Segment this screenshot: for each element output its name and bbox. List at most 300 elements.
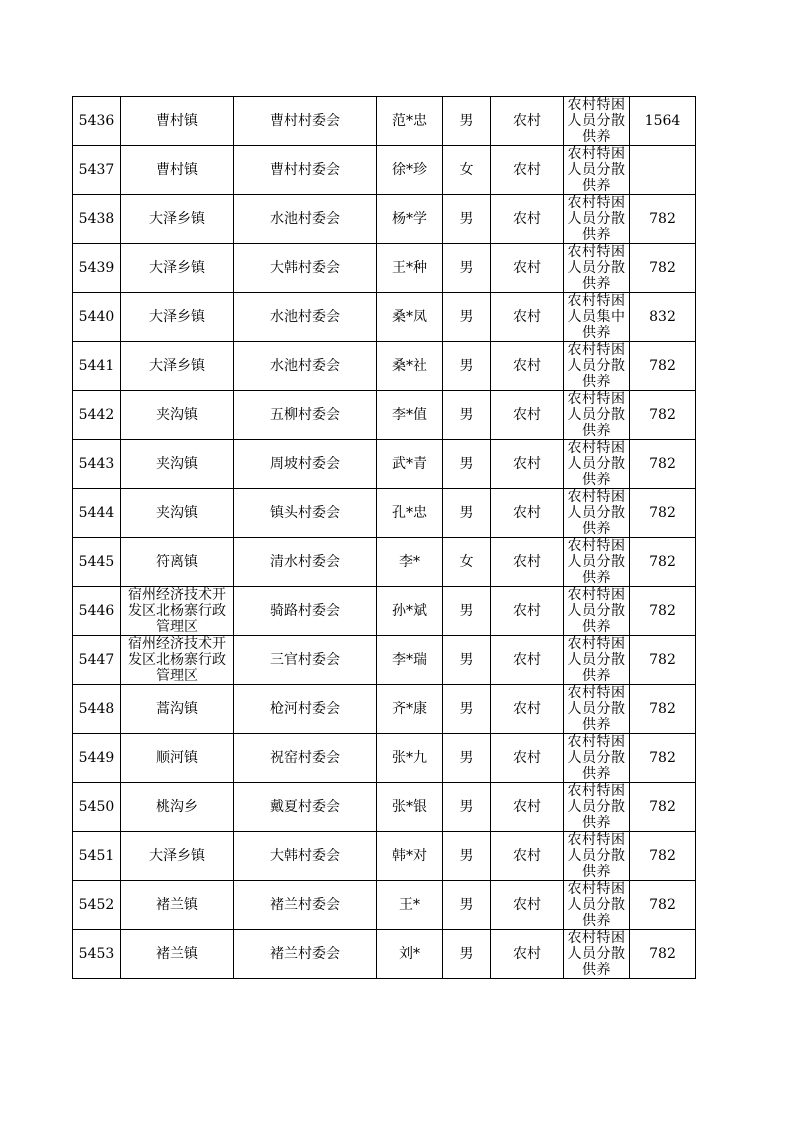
cell-gender [443,342,491,391]
cell-id [73,244,121,293]
cell-village-text: 枪河村委会 [270,701,340,717]
cell-id [73,293,121,342]
cell-id [73,832,121,881]
cell-amount [630,391,696,440]
cell-gender-text: 男 [459,113,474,129]
cell-town-text: 褚兰镇 [156,946,198,962]
cell-id-text: 5439 [78,260,115,276]
cell-town [121,342,234,391]
cell-gender [443,195,491,244]
cell-town [121,195,234,244]
cell-name-text: 刘* [399,946,420,962]
cell-area-text: 农村 [513,211,541,227]
cell-gender-text: 男 [459,897,474,913]
cell-name-text: 徐*珍 [392,162,427,178]
cell-type [564,881,630,930]
cell-name [377,587,443,636]
cell-type [564,587,630,636]
cell-id [73,342,121,391]
cell-village-text: 周坡村委会 [270,456,340,472]
cell-amount-text: 782 [649,407,676,423]
cell-name-text: 王* [399,897,420,913]
cell-id [73,685,121,734]
cell-area [491,636,564,685]
cell-name [377,685,443,734]
cell-amount [630,783,696,832]
cell-village-text: 曹村村委会 [270,162,340,178]
cell-village-text: 骑路村委会 [270,603,340,619]
cell-village-text: 祝窑村委会 [270,750,340,766]
table-row [73,195,696,244]
cell-amount-text: 782 [649,946,676,962]
cell-area-text: 农村 [513,848,541,864]
cell-name [377,881,443,930]
cell-gender [443,636,491,685]
cell-name-text: 张*九 [392,750,427,766]
cell-area-text: 农村 [513,652,541,668]
cell-id-text: 5452 [78,897,115,913]
cell-gender [443,293,491,342]
cell-village-text: 五柳村委会 [270,407,340,423]
cell-town [121,685,234,734]
cell-amount [630,244,696,293]
cell-town [121,783,234,832]
cell-amount-text: 782 [649,358,676,374]
cell-area-text: 农村 [513,456,541,472]
cell-town [121,391,234,440]
cell-amount-text [630,146,695,194]
cell-area [491,489,564,538]
cell-area-text: 农村 [513,750,541,766]
cell-amount-text: 782 [649,260,676,276]
cell-gender [443,930,491,979]
cell-gender-text: 男 [459,652,474,668]
cell-name-text: 齐*康 [392,701,427,717]
cell-village-text: 水池村委会 [270,211,340,227]
cell-area-text: 农村 [513,113,541,129]
cell-town-text: 曹村镇 [156,113,198,129]
cell-type-text: 农村特困人员分散供养 [567,881,626,929]
cell-area [491,195,564,244]
cell-id-text: 5437 [78,162,115,178]
cell-village [234,342,377,391]
cell-name-text: 桑*社 [392,358,427,374]
cell-amount [630,293,696,342]
cell-type-text: 农村特困人员分散供养 [567,783,626,831]
cell-type [564,930,630,979]
cell-gender [443,685,491,734]
cell-gender-text: 男 [459,750,474,766]
cell-town-text: 曹村镇 [156,162,198,178]
cell-area [491,146,564,195]
cell-type [564,783,630,832]
cell-amount-text: 782 [649,652,676,668]
cell-town-text: 夹沟镇 [156,407,198,423]
cell-type [564,636,630,685]
cell-gender [443,489,491,538]
cell-amount [630,881,696,930]
cell-area-text: 农村 [513,799,541,815]
cell-gender [443,97,491,146]
cell-type-text: 农村特困人员分散供养 [567,244,626,292]
cell-gender [443,440,491,489]
cell-town-text: 大泽乡镇 [149,309,205,325]
cell-type-text: 农村特困人员分散供养 [567,195,626,243]
cell-type-text: 农村特困人员分散供养 [567,636,626,684]
cell-amount [630,832,696,881]
table-row [73,391,696,440]
cell-town [121,587,234,636]
cell-area [491,440,564,489]
table-row [73,832,696,881]
cell-name-text: 张*银 [392,799,427,815]
cell-town-text: 顺河镇 [156,750,198,766]
cell-town-text: 宿州经济技术开发区北杨寨行政管理区 [128,587,226,635]
cell-village [234,636,377,685]
cell-id-text: 5440 [78,309,115,325]
cell-id-text: 5451 [78,848,115,864]
cell-type [564,832,630,881]
cell-type [564,244,630,293]
table-row [73,881,696,930]
cell-gender [443,391,491,440]
cell-town-text: 夹沟镇 [156,505,198,521]
cell-area [491,881,564,930]
table-row [73,244,696,293]
cell-name [377,930,443,979]
cell-village [234,930,377,979]
cell-amount [630,195,696,244]
cell-town [121,538,234,587]
cell-town [121,293,234,342]
table-row [73,293,696,342]
cell-area [491,783,564,832]
table-row [73,783,696,832]
cell-name [377,538,443,587]
cell-gender [443,881,491,930]
cell-village [234,146,377,195]
table-row [73,636,696,685]
cell-gender [443,832,491,881]
cell-area [491,930,564,979]
cell-gender-text: 男 [459,211,474,227]
cell-id [73,636,121,685]
cell-village [234,685,377,734]
cell-town [121,832,234,881]
cell-type [564,391,630,440]
cell-id-text: 5450 [78,799,115,815]
cell-village-text: 大韩村委会 [270,848,340,864]
cell-name [377,342,443,391]
table-row [73,97,696,146]
cell-area [491,734,564,783]
cell-amount-text: 832 [649,309,676,325]
cell-amount [630,489,696,538]
cell-id [73,97,121,146]
cell-area-text: 农村 [513,309,541,325]
cell-id-text: 5444 [78,505,115,521]
cell-amount [630,342,696,391]
cell-type-text: 农村特困人员分散供养 [567,146,626,194]
cell-amount-text: 782 [649,897,676,913]
cell-type [564,489,630,538]
cell-gender [443,734,491,783]
cell-village [234,587,377,636]
cell-id-text: 5442 [78,407,115,423]
table-row [73,930,696,979]
cell-area [491,685,564,734]
cell-village [234,832,377,881]
table-row [73,538,696,587]
cell-area [491,538,564,587]
cell-type [564,195,630,244]
cell-amount-text: 782 [649,211,676,227]
cell-name-text: 李* [399,554,420,570]
cell-area [491,587,564,636]
cell-village [234,293,377,342]
cell-area-text: 农村 [513,554,541,570]
cell-amount [630,734,696,783]
cell-name-text: 孙*斌 [392,603,427,619]
cell-id [73,783,121,832]
cell-amount-text: 782 [649,701,676,717]
cell-area [491,244,564,293]
cell-type [564,538,630,587]
cell-town-text: 大泽乡镇 [149,358,205,374]
cell-name [377,636,443,685]
cell-id [73,489,121,538]
cell-town [121,440,234,489]
cell-area-text: 农村 [513,505,541,521]
cell-type-text: 农村特困人员分散供养 [567,538,626,586]
table-row [73,342,696,391]
cell-type [564,440,630,489]
cell-id [73,195,121,244]
cell-type [564,97,630,146]
cell-id-text: 5447 [78,652,115,668]
table-row [73,587,696,636]
cell-amount-text: 782 [649,603,676,619]
cell-id-text: 5446 [78,603,115,619]
cell-gender-text: 男 [459,309,474,325]
cell-type-text: 农村特困人员分散供养 [567,440,626,488]
cell-village-text: 曹村村委会 [270,113,340,129]
cell-gender-text: 男 [459,946,474,962]
cell-village-text: 戴夏村委会 [270,799,340,815]
cell-id-text: 5441 [78,358,115,374]
cell-type-text: 农村特困人员分散供养 [567,930,626,978]
cell-id-text: 5438 [78,211,115,227]
cell-town [121,930,234,979]
cell-town-text: 宿州经济技术开发区北杨寨行政管理区 [128,636,226,684]
cell-area-text: 农村 [513,162,541,178]
cell-amount [630,636,696,685]
cell-gender [443,538,491,587]
cell-area-text: 农村 [513,358,541,374]
cell-type [564,342,630,391]
cell-name-text: 孔*忠 [392,505,427,521]
cell-amount-text: 782 [649,799,676,815]
cell-village [234,734,377,783]
cell-amount [630,685,696,734]
cell-type [564,146,630,195]
cell-village [234,391,377,440]
cell-type-text: 农村特困人员分散供养 [567,391,626,439]
cell-gender-text: 男 [459,505,474,521]
cell-town-text: 符离镇 [156,554,198,570]
cell-gender [443,783,491,832]
cell-area-text: 农村 [513,260,541,276]
cell-area-text: 农村 [513,701,541,717]
cell-amount [630,97,696,146]
cell-name [377,489,443,538]
cell-gender-text: 女 [459,162,474,178]
relief-roster-table [72,96,696,979]
cell-town [121,244,234,293]
cell-gender-text: 男 [459,456,474,472]
cell-town-text: 大泽乡镇 [149,848,205,864]
cell-id-text: 5449 [78,750,115,766]
cell-name [377,97,443,146]
cell-area-text: 农村 [513,407,541,423]
cell-gender [443,146,491,195]
cell-id-text: 5445 [78,554,115,570]
cell-gender [443,587,491,636]
cell-amount [630,146,696,195]
table-body [73,97,696,979]
cell-village [234,783,377,832]
cell-type-text: 农村特困人员分散供养 [567,734,626,782]
cell-gender-text: 男 [459,603,474,619]
table-row [73,685,696,734]
cell-type-text: 农村特困人员分散供养 [567,97,626,145]
cell-town [121,97,234,146]
cell-amount-text: 782 [649,505,676,521]
table-row [73,146,696,195]
cell-gender-text: 男 [459,260,474,276]
cell-village-text: 镇头村委会 [270,505,340,521]
cell-town [121,489,234,538]
cell-gender-text: 男 [459,358,474,374]
cell-gender-text: 男 [459,799,474,815]
cell-type [564,734,630,783]
cell-name [377,832,443,881]
cell-id [73,146,121,195]
cell-village-text: 水池村委会 [270,358,340,374]
cell-village-text: 三官村委会 [270,652,340,668]
cell-area [491,832,564,881]
cell-type-text: 农村特困人员分散供养 [567,832,626,880]
cell-area [491,342,564,391]
cell-area-text: 农村 [513,897,541,913]
cell-village [234,489,377,538]
cell-id [73,587,121,636]
cell-village-text: 大韩村委会 [270,260,340,276]
cell-name [377,734,443,783]
cell-type-text: 农村特困人员分散供养 [567,587,626,635]
cell-gender [443,244,491,293]
cell-id [73,391,121,440]
table-row [73,734,696,783]
cell-town [121,881,234,930]
cell-town [121,636,234,685]
cell-name [377,783,443,832]
cell-village-text: 褚兰村委会 [270,946,340,962]
cell-town-text: 大泽乡镇 [149,260,205,276]
cell-type [564,685,630,734]
table-row [73,489,696,538]
cell-name [377,391,443,440]
cell-id-text: 5453 [78,946,115,962]
cell-name-text: 杨*学 [392,211,427,227]
cell-name-text: 武*青 [392,456,427,472]
cell-id [73,734,121,783]
cell-amount-text: 782 [649,848,676,864]
cell-village [234,97,377,146]
cell-area-text: 农村 [513,946,541,962]
cell-village-text: 褚兰村委会 [270,897,340,913]
cell-name-text: 韩*对 [392,848,427,864]
cell-amount [630,930,696,979]
cell-village [234,881,377,930]
cell-town [121,146,234,195]
cell-village-text: 清水村委会 [270,554,340,570]
cell-town [121,734,234,783]
cell-name-text: 王*种 [392,260,427,276]
cell-type-text: 农村特困人员分散供养 [567,489,626,537]
cell-village [234,195,377,244]
cell-name-text: 李*瑞 [392,652,427,668]
cell-town-text: 夹沟镇 [156,456,198,472]
cell-type-text: 农村特困人员分散供养 [567,685,626,733]
cell-name [377,146,443,195]
cell-amount [630,538,696,587]
cell-town-text: 大泽乡镇 [149,211,205,227]
table-row [73,440,696,489]
cell-id-text: 5448 [78,701,115,717]
cell-village [234,440,377,489]
cell-id-text: 5443 [78,456,115,472]
cell-town-text: 蒿沟镇 [156,701,198,717]
cell-town-text: 褚兰镇 [156,897,198,913]
cell-type-text: 农村特困人员分散供养 [567,342,626,390]
cell-village [234,538,377,587]
cell-village-text: 水池村委会 [270,309,340,325]
cell-area [491,97,564,146]
cell-id-text: 5436 [78,113,115,129]
cell-name [377,440,443,489]
cell-name [377,195,443,244]
cell-town-text: 桃沟乡 [156,799,198,815]
cell-area-text: 农村 [513,603,541,619]
cell-area [491,391,564,440]
cell-amount [630,440,696,489]
cell-id [73,538,121,587]
cell-name [377,293,443,342]
cell-type-text: 农村特困人员集中供养 [567,293,626,341]
cell-name-text: 桑*凤 [392,309,427,325]
cell-village [234,244,377,293]
cell-id [73,930,121,979]
cell-amount-text: 782 [649,554,676,570]
cell-gender-text: 男 [459,701,474,717]
cell-name [377,244,443,293]
cell-area [491,293,564,342]
cell-id [73,881,121,930]
cell-amount [630,587,696,636]
cell-type [564,293,630,342]
cell-gender-text: 男 [459,407,474,423]
